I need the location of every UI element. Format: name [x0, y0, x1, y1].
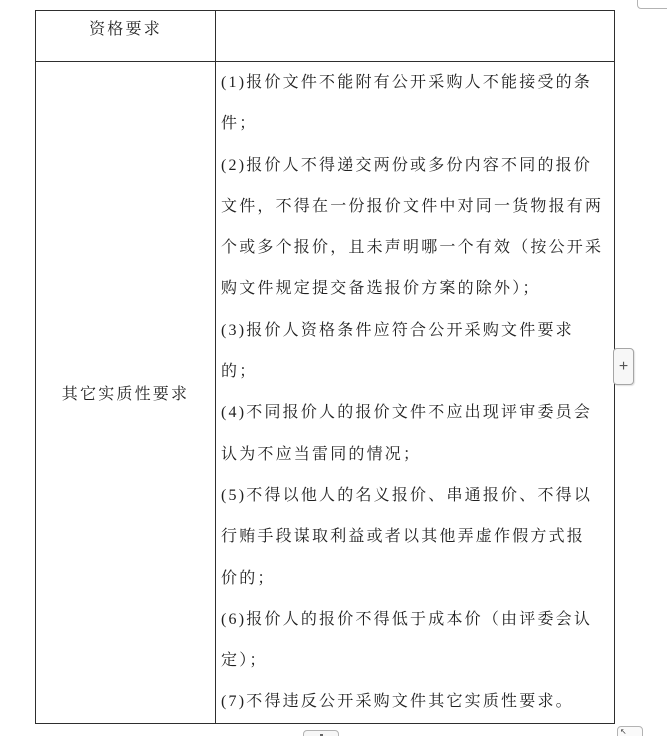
partial-button-bottom-right[interactable]	[617, 726, 643, 736]
table-row-other-substantive	[36, 62, 614, 723]
text-line: 行贿手段谋取利益或者以其他弄虚作假方式报	[221, 528, 586, 546]
partial-button-bottom-center[interactable]	[303, 730, 339, 736]
text-line: 文件，不得在一份报价文件中对同一货物报有两	[221, 197, 604, 215]
plus-icon: +	[618, 357, 629, 375]
text-line: (3)报价人资格条件应符合公开采购文件要求	[221, 321, 574, 339]
cursor-arrow-icon: ↖	[620, 727, 627, 736]
text-line: 的；	[221, 363, 258, 381]
qualification-requirements-label: 资格要求	[36, 11, 216, 61]
text-line: 个或多个报价，且未声明哪一个有效（按公开采	[221, 239, 604, 257]
text-line: (2)报价人不得递交两份或多份内容不同的报价	[221, 156, 593, 174]
other-substantive-requirements-text	[216, 62, 614, 723]
text-line: (5)不得以他人的名义报价、串通报价、不得以	[221, 486, 593, 504]
text-line: (6)报价人的报价不得低于成本价（由评委会认	[221, 610, 593, 628]
text-line: 定）；	[221, 652, 268, 670]
text-line: 价的；	[221, 569, 276, 587]
text-line: 认为不应当雷同的情况；	[221, 445, 422, 463]
text-line: 件；	[221, 115, 258, 133]
text-line: (1)报价文件不能附有公开采购人不能接受的条	[221, 74, 593, 91]
text-line: (4)不同报价人的报价文件不应出现评审委员会	[221, 404, 593, 422]
qualification-requirements-value	[216, 11, 614, 61]
expand-plus-button[interactable]	[613, 348, 634, 385]
other-substantive-requirements-label: 其它实质性要求	[36, 62, 216, 723]
partial-button-top-right[interactable]	[637, 0, 667, 9]
text-line: 购文件规定提交备选报价方案的除外）；	[221, 280, 541, 298]
text-line: (7)不得违反公开采购文件其它实质性要求。	[221, 693, 574, 711]
table-row-qualification	[36, 11, 614, 62]
requirements-table	[35, 10, 615, 724]
